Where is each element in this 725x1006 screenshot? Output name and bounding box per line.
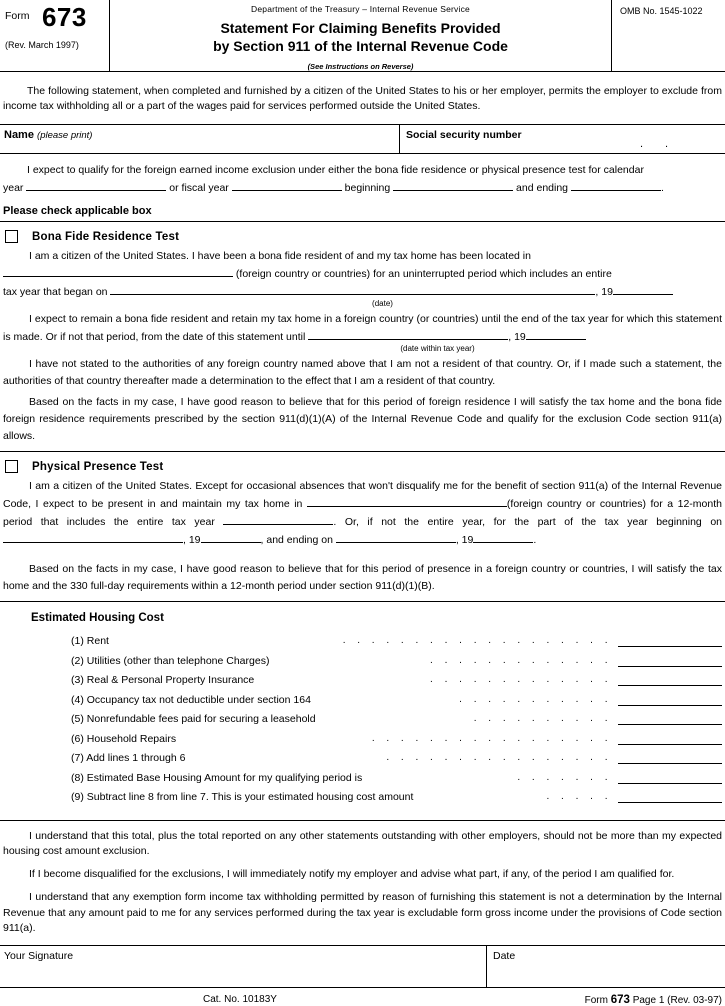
pp-p1-text-d: . Or, if not the entire year, for the part of the tax year beginning on bbox=[333, 516, 722, 529]
housing-row-label: Household Repairs bbox=[86, 732, 177, 745]
pp-p1-text-f: , and ending on bbox=[260, 534, 333, 547]
intro-paragraph bbox=[0, 72, 725, 124]
footer-form-word: Form bbox=[584, 995, 608, 1006]
housing-section-title: Estimated Housing Cost bbox=[31, 612, 164, 625]
bf-taxyear-began-blank[interactable] bbox=[110, 283, 595, 295]
housing-row bbox=[3, 654, 722, 667]
pp-begin-year-blank[interactable] bbox=[201, 531, 261, 543]
closing-statements bbox=[0, 821, 725, 947]
ending-date-blank[interactable] bbox=[571, 179, 661, 191]
bf-p3-text: I have not stated to the authorities of any foreign country named above that I am not a resident of that country. Or, if I made such a statement, the authorities of that country thereafter made a determination to the effect that I am a resident of that country. bbox=[3, 358, 722, 388]
physical-presence-title: Physical Presence Test bbox=[32, 460, 164, 473]
leader-dots: . . . . . . . bbox=[517, 771, 612, 783]
pp-begin-date-blank[interactable] bbox=[3, 531, 183, 543]
bona-fide-residence-section bbox=[0, 222, 725, 452]
pp-country-blank[interactable] bbox=[307, 495, 507, 507]
leader-dots: . . . . . . . . . . . bbox=[459, 693, 612, 705]
footer-form-number: 673 bbox=[610, 994, 630, 1006]
form-title-line-2: by Section 911 of the Internal Revenue Code bbox=[213, 37, 508, 54]
closing-paragraph-1: I understand that this total, plus the total reported on any other statements outstanding with other employers, should not be more than my expected housing cost amount exclusion. bbox=[3, 829, 722, 858]
pp-taxyear-blank[interactable] bbox=[223, 513, 333, 525]
form-title-line-1: Statement For Claiming Benefits Provided bbox=[220, 20, 501, 36]
check-applicable-box-heading: Please check applicable box bbox=[0, 201, 725, 222]
qualify-line-1: I expect to qualify for the foreign earned income exclusion under either the bona fide residence or physical presence test for calendar bbox=[27, 164, 644, 177]
housing-row-amount-input[interactable] bbox=[618, 712, 722, 725]
pp-end-year-blank[interactable] bbox=[473, 531, 533, 543]
bf-until-year-blank[interactable] bbox=[526, 328, 586, 340]
qualify-period: . bbox=[660, 182, 664, 195]
housing-row-number: (8) bbox=[71, 771, 84, 784]
bona-fide-paragraph-2 bbox=[3, 311, 722, 346]
intro-text: The following statement, when completed and furnished by a citizen of the United States to his or her employer, permits the employer to exclude from income tax withholding all or a part of the wages paid for services performed outside the United States. bbox=[3, 85, 722, 113]
bf-p1-text-d: tax year that began on bbox=[3, 286, 108, 299]
catalog-number: Cat. No. 10183Y bbox=[203, 994, 277, 1006]
leader-dots: . . . . . bbox=[546, 791, 612, 803]
leader-dots: . . . . . . . . . . bbox=[473, 713, 612, 725]
housing-row-amount-input[interactable] bbox=[618, 771, 722, 784]
housing-row-amount-input[interactable] bbox=[618, 654, 722, 667]
signature-field[interactable] bbox=[0, 946, 487, 987]
pp-p1-text-b: (foreign country or countries) for bbox=[506, 498, 663, 511]
bona-fide-paragraph-3 bbox=[3, 356, 722, 390]
housing-row-number: (6) bbox=[71, 732, 84, 745]
leader-dots: . . . . . . . . . . . . . bbox=[430, 674, 612, 686]
name-label: Name bbox=[4, 129, 34, 142]
housing-row-label: Utilities (other than telephone Charges) bbox=[86, 654, 270, 667]
closing-paragraph-3: I understand that any exemption form income tax withholding permitted by reason of furnishing this statement is not a determination by the Internal Revenue that any amount paid to me for any services performed during the tax year is excludable form gross income under the provisions of Code section 911(a). bbox=[3, 890, 722, 935]
housing-row-number: (4) bbox=[71, 693, 84, 706]
identity-row bbox=[0, 124, 725, 154]
form-title-block bbox=[110, 0, 612, 71]
pp-p1-text-g: , 19 bbox=[455, 534, 474, 547]
physical-presence-checkbox[interactable] bbox=[5, 460, 18, 473]
name-hint: (please print) bbox=[37, 130, 93, 142]
leader-dots: . . . . . . . . . . . . . . . . bbox=[386, 752, 612, 764]
agency-line: Department of the Treasury – Internal Revenue Service bbox=[251, 4, 470, 14]
housing-row-amount-input[interactable] bbox=[618, 751, 722, 764]
housing-row bbox=[3, 634, 722, 647]
fiscal-year-blank[interactable] bbox=[232, 179, 342, 191]
bona-fide-residence-checkbox[interactable] bbox=[5, 230, 18, 243]
pp-p2-text: Based on the facts in my case, I have good reason to believe that for this period of presence in a foreign country or countries, I will satisfy the tax home and the 330 full-day requirements within a 12-month period under section 911(d)(1)(B). bbox=[3, 563, 722, 593]
housing-row-label: Rent bbox=[86, 635, 109, 648]
form-revision-date: (Rev. March 1997) bbox=[5, 40, 79, 50]
bf-date-within-taxyear-caption: (date within tax year) bbox=[400, 344, 475, 354]
signature-label: Your Signature bbox=[4, 950, 74, 963]
housing-row bbox=[3, 712, 722, 725]
physical-presence-paragraph-2 bbox=[3, 561, 722, 595]
housing-row bbox=[3, 751, 722, 764]
housing-row-label: Occupancy tax not deductible under section 164 bbox=[86, 693, 311, 706]
housing-row-number: (5) bbox=[71, 713, 84, 726]
form-footer bbox=[0, 988, 725, 1006]
housing-row-number: (7) bbox=[71, 752, 84, 765]
housing-row-label: Subtract line 8 from line 7. This is your estimated housing cost amount bbox=[86, 791, 414, 804]
date-field[interactable] bbox=[487, 946, 725, 987]
date-label: Date bbox=[493, 950, 516, 963]
instructions-note: (See Instructions on Reverse) bbox=[307, 62, 414, 71]
housing-row-label: Add lines 1 through 6 bbox=[86, 752, 186, 765]
form-identifier-block bbox=[0, 0, 110, 71]
bf-p1-text-c: for an uninterrupted period which includes an entire bbox=[373, 268, 612, 281]
pp-p1-text-h: . bbox=[533, 534, 537, 547]
form-word-label: Form bbox=[5, 10, 30, 22]
form-header bbox=[0, 0, 725, 72]
estimated-housing-cost-section bbox=[0, 602, 725, 821]
bf-p2-text-a: I expect to remain a bona fide resident and retain my tax home in a foreign country (or countries) until the end of the tax year for which this statement is made. Or if not that period, from the date of this statement until bbox=[3, 313, 722, 344]
housing-row-number: (2) bbox=[71, 654, 84, 667]
signature-row bbox=[0, 946, 725, 988]
footer-form-reference bbox=[585, 994, 722, 1006]
pp-p1-text-e: , 19 bbox=[183, 534, 201, 547]
bf-until-date-blank[interactable] bbox=[308, 328, 508, 340]
housing-row bbox=[3, 673, 722, 686]
housing-row-amount-input[interactable] bbox=[618, 732, 722, 745]
housing-row-amount-input[interactable] bbox=[618, 693, 722, 706]
bf-taxyear-began-year-blank[interactable] bbox=[613, 283, 673, 295]
housing-row-number: (9) bbox=[71, 791, 84, 804]
beginning-date-blank[interactable] bbox=[393, 179, 513, 191]
omb-number: OMB No. 1545-1022 bbox=[620, 6, 703, 16]
leader-dots: . . . . . . . . . . . . . bbox=[430, 654, 612, 666]
housing-row-label: Real & Personal Property Insurance bbox=[86, 674, 255, 687]
housing-row bbox=[3, 771, 722, 784]
ssn-separator-dots: .. bbox=[640, 138, 691, 151]
bf-p1-text-a: I am a citizen of the United States. I have been a bona fide resident of and my tax home has been located in bbox=[29, 250, 531, 263]
closing-paragraph-2: If I become disqualified for the exclusions, I will immediately notify my employer and advise what part, if any, of the period I am qualified for. bbox=[29, 868, 675, 881]
ssn-field-cell[interactable] bbox=[400, 125, 725, 153]
bf-p2-text-b: , 19 bbox=[508, 331, 526, 344]
ssn-label: Social security number bbox=[406, 129, 522, 142]
physical-presence-section bbox=[0, 452, 725, 602]
bona-fide-paragraph-1 bbox=[3, 248, 722, 301]
qualify-or-fiscal-year-label: or fiscal year bbox=[169, 182, 229, 195]
bona-fide-paragraph-4 bbox=[3, 394, 722, 445]
leader-dots: . . . . . . . . . . . . . . . . . bbox=[371, 732, 612, 744]
housing-row bbox=[3, 790, 722, 803]
leader-dots: . . . . . . . . . . . . . . . . . . . bbox=[342, 635, 612, 647]
housing-row-number: (1) bbox=[71, 635, 84, 648]
qualify-paragraph bbox=[0, 154, 725, 201]
name-field-cell[interactable] bbox=[0, 125, 400, 153]
housing-row bbox=[3, 732, 722, 745]
bf-p4-text: Based on the facts in my case, I have good reason to believe that for this period of foreign residence I will satisfy the tax home and the bona fide foreign residence requirements prescribed by the section 911(d)(1)(A) of the Internal Revenue Code and qualify for the exclusion Code section 911(a) allows. bbox=[3, 396, 722, 443]
housing-row-label: Estimated Base Housing Amount for my qualifying period is bbox=[86, 771, 363, 784]
pp-end-date-blank[interactable] bbox=[336, 531, 456, 543]
housing-row-number: (3) bbox=[71, 674, 84, 687]
qualify-year-label: year bbox=[3, 182, 24, 195]
housing-row-amount-input[interactable] bbox=[618, 634, 722, 647]
calendar-year-blank[interactable] bbox=[26, 179, 166, 191]
housing-row bbox=[3, 693, 722, 706]
form-number: 673 bbox=[41, 2, 87, 32]
pp-p1-text-a: I am a citizen of the United States. Except for occasional absences that won't disqualify me for the benefit of section 911(a) of the Internal Revenue Code, I expect to be present in and maintain my tax home in bbox=[3, 480, 722, 511]
housing-row-amount-input[interactable] bbox=[618, 673, 722, 686]
pp-p1-text-c: a 12-month period that includes the entire tax year bbox=[3, 498, 722, 529]
bf-country-blank[interactable] bbox=[3, 265, 233, 277]
bf-p1-text-e: , 19 bbox=[595, 286, 613, 299]
footer-page-revision: Page 1 (Rev. 03-97) bbox=[632, 995, 722, 1006]
physical-presence-paragraph-1 bbox=[3, 478, 722, 549]
housing-row-amount-input[interactable] bbox=[618, 790, 722, 803]
bf-p1-text-b: (foreign country or countries) bbox=[235, 268, 371, 281]
qualify-and-ending-label: and ending bbox=[516, 182, 569, 195]
bf-date-caption: (date) bbox=[372, 299, 393, 309]
bona-fide-residence-title: Bona Fide Residence Test bbox=[32, 230, 180, 243]
qualify-beginning-label: beginning bbox=[344, 182, 391, 195]
housing-row-label: Nonrefundable fees paid for securing a leasehold bbox=[86, 713, 316, 726]
